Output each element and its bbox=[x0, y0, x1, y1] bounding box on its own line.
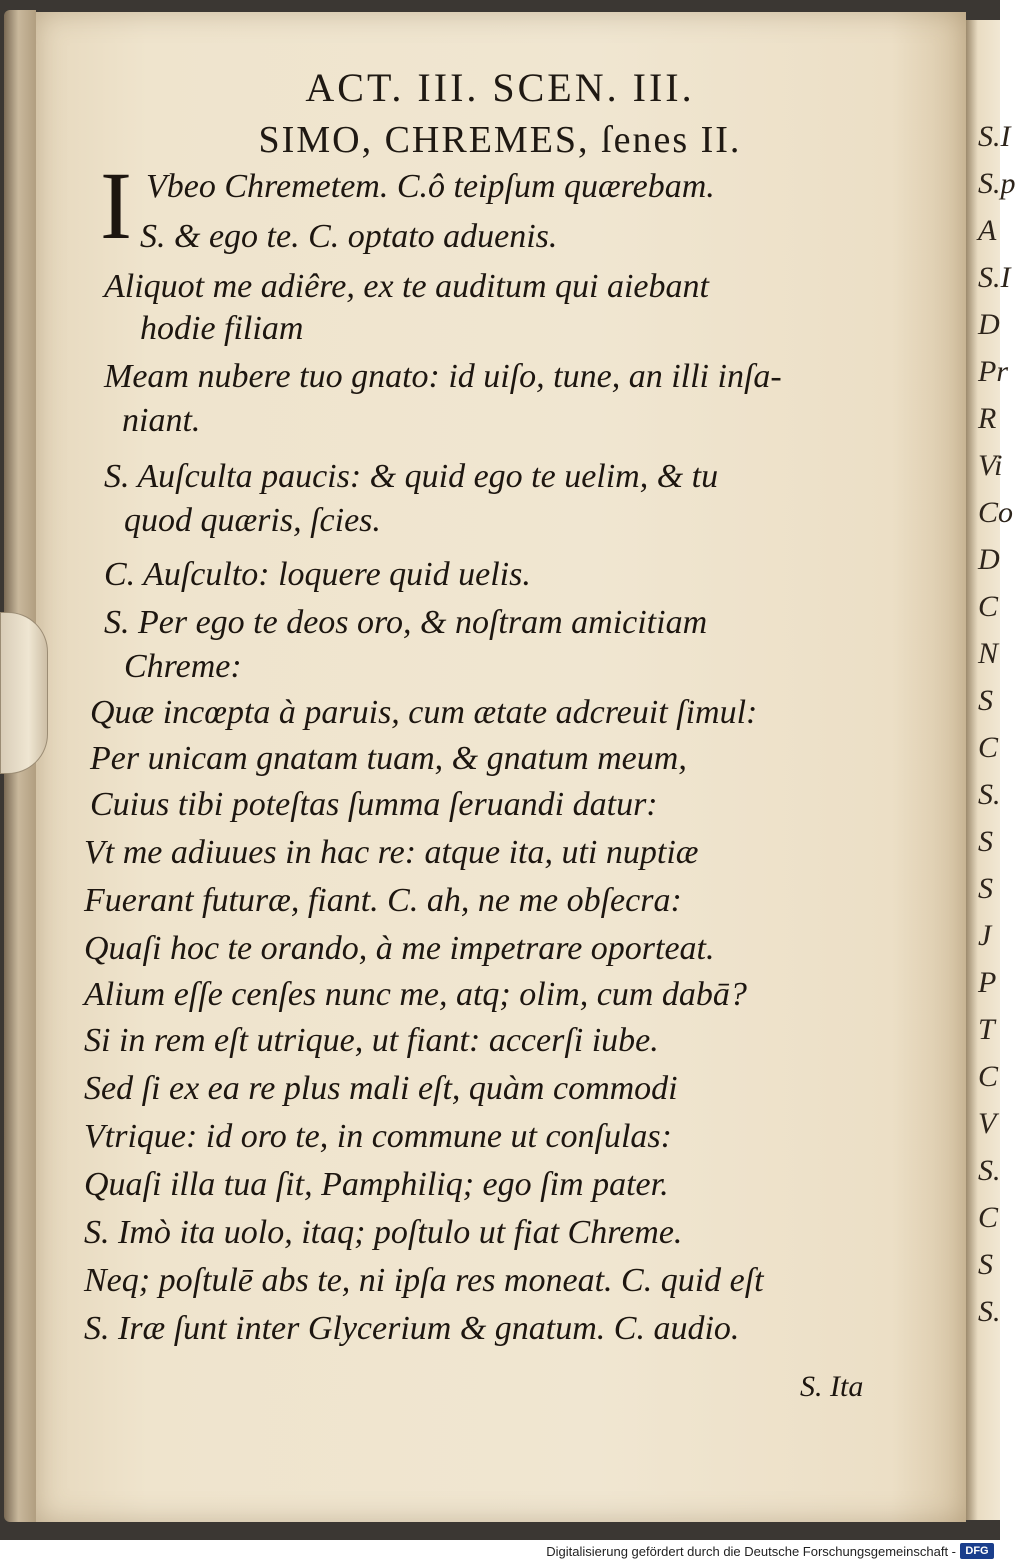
facing-page-letter: S.I bbox=[978, 120, 1011, 153]
verse-line: Per unicam gnatam tuam, & gnatum meum, bbox=[90, 740, 687, 777]
facing-page-letter: S.I bbox=[978, 261, 1011, 294]
facing-page-letter: Pr bbox=[978, 355, 1008, 388]
facing-page-letter: S.p bbox=[978, 167, 1016, 200]
verse-line: Fuerant futuræ, fiant. C. ah, ne me obſecra: bbox=[84, 882, 682, 919]
verse-line: S. & ego te. C. optato aduenis. bbox=[140, 218, 558, 255]
verse-line: S. Imò ita uolo, itaq; poſtulo ut fiat Chreme. bbox=[84, 1214, 683, 1251]
facing-page-letter: S. bbox=[978, 1154, 1001, 1187]
verse-line: C. Auſculto: loquere quid uelis. bbox=[104, 556, 531, 593]
drop-capital: I bbox=[100, 152, 132, 259]
verse-line: Chreme: bbox=[124, 648, 242, 685]
verse-line: Vt me adiuues in hac re: atque ita, uti nuptiæ bbox=[84, 834, 699, 871]
verse-line: Quaſi hoc te orando, à me impetrare oporteat. bbox=[84, 930, 715, 967]
persons-heading: SIMO, CHREMES, ſenes II. bbox=[258, 119, 742, 161]
facing-page-letter: S. bbox=[978, 1295, 1001, 1328]
facing-page-letter: J bbox=[978, 919, 992, 952]
facing-page-letter: D bbox=[978, 543, 1000, 576]
verse-line: Vbeo Chremetem. C.ô teipſum quærebam. bbox=[146, 168, 715, 205]
facing-page-letter: C bbox=[978, 731, 999, 764]
facing-page-letter: T bbox=[978, 1013, 995, 1046]
verse-line: Meam nubere tuo gnato: id uiſo, tune, an illi inſa- bbox=[104, 358, 782, 395]
verse-line: Cuius tibi poteſtas ſumma ſeruandi datur: bbox=[90, 786, 658, 823]
facing-page-letter: S bbox=[978, 825, 993, 858]
facing-page-letter: A bbox=[978, 214, 997, 247]
facing-page-letter: Co bbox=[978, 496, 1014, 529]
facing-page-letter: S bbox=[978, 684, 993, 717]
facing-page-letter: Vi bbox=[978, 449, 1003, 482]
facing-page-letter: D bbox=[978, 308, 1000, 341]
verse-line: Vtrique: id oro te, in commune ut conſulas: bbox=[84, 1118, 672, 1155]
funding-credit: Digitalisierung gefördert durch die Deutsche Forschungsgemeinschaft - bbox=[546, 1544, 956, 1559]
facing-page-letter: C bbox=[978, 1201, 999, 1234]
verse-line: S. Per ego te deos oro, & noſtram amicitiam bbox=[104, 604, 708, 641]
facing-page-letter: P bbox=[978, 966, 997, 999]
facing-page-letter: R bbox=[978, 402, 997, 435]
verse-line: Si in rem eſt utrique, ut fiant: accerſi iube. bbox=[84, 1022, 659, 1059]
verse-line: Aliquot me adiêre, ex te auditum qui aiebant bbox=[104, 268, 709, 305]
verse-line: S. Ita bbox=[800, 1370, 864, 1403]
verse-line: Sed ſi ex ea re plus mali eſt, quàm commodi bbox=[84, 1070, 678, 1107]
facing-page-letter: C bbox=[978, 1060, 999, 1093]
facing-page-letter: N bbox=[978, 637, 999, 670]
dfg-logo: DFG bbox=[960, 1543, 994, 1559]
verse-line: S. Iræ ſunt inter Glycerium & gnatum. C. audio. bbox=[84, 1310, 740, 1347]
verse-line: niant. bbox=[122, 402, 201, 439]
verse-line: quod quæris, ſcies. bbox=[124, 502, 381, 539]
facing-page-letter: S bbox=[978, 872, 993, 905]
facing-page-letter: S bbox=[978, 1248, 993, 1281]
verse-line: hodie filiam bbox=[140, 310, 304, 347]
act-scene-heading: ACT. III. SCEN. III. bbox=[305, 65, 695, 110]
page-clip bbox=[0, 612, 48, 774]
verse-line: Quæ incœpta à paruis, cum ætate adcreuit ſimul: bbox=[90, 694, 758, 731]
facing-page-letter: C bbox=[978, 590, 999, 623]
verse-line: Neq; poſtulē abs te, ni ipſa res moneat. C. quid eſt bbox=[84, 1262, 764, 1299]
verse-line: S. Auſculta paucis: & quid ego te uelim, & tu bbox=[104, 458, 719, 495]
facing-page-letter: S. bbox=[978, 778, 1001, 811]
facing-page-letter: V bbox=[978, 1107, 997, 1140]
verse-line: Alium eſſe cenſes nunc me, atq; olim, cum dabā? bbox=[84, 976, 747, 1013]
facing-page-fragment bbox=[966, 20, 1016, 1520]
verse-line: Quaſi illa tua ſit, Pamphiliq; ego ſim pater. bbox=[84, 1166, 669, 1203]
